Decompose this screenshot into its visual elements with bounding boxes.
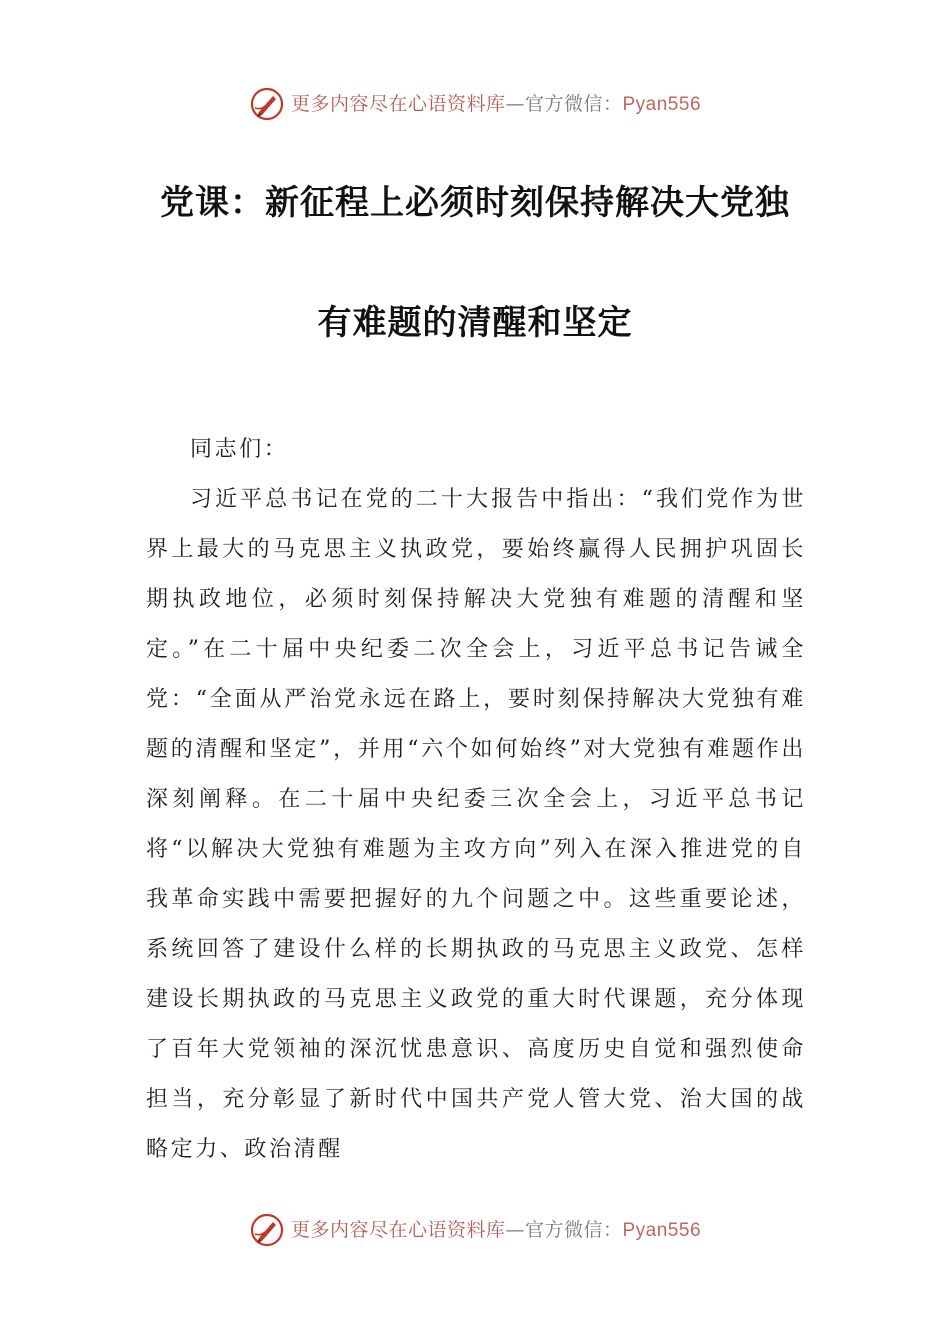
footer-banner xyxy=(0,1210,950,1250)
banner-text xyxy=(291,86,701,123)
header-banner xyxy=(0,84,950,124)
document-title-line-1: 党课：新征程上必须时刻保持解决大党独 xyxy=(160,183,790,223)
banner-wechat-label: 官方微信： xyxy=(524,1218,623,1241)
body-paragraph: 习近平总书记在党的二十大报告中指出：“我们党作为世界上最大的马克思主义执政党，要始终赢得人民拥护巩固长期执政地位，必须时刻保持解决大党独有难题的清醒和坚定。”在二十届中央纪委二次全会上，习近平总书记告诫全党：“全面从严治党永远在路上，要时刻保持解决大党独有难题的清醒和坚定”，并用“六个如何始终”对大党独有难题作出深刻阐释。在二十届中央纪委三次全会上，习近平总书记将“以解决大党独有难题为主攻方向”列入在深入推进党的自我革命实践中需要把握好的九个问题之中。这些重要论述，系统回答了建设什么样的长期执政的马克思主义政党、怎样建设长期执政的马克思主义政党的重大时代课题，充分体现了百年大党领袖的深沉忧患意识、高度历史自觉和强烈使命担当，充分彰显了新时代中国共产党人管大党、治大国的战略定力、政治清醒 xyxy=(146,487,806,1162)
pen-logo-icon xyxy=(249,86,285,122)
banner-wechat-label: 官方微信： xyxy=(524,92,623,115)
banner-wechat-id: Pyan556 xyxy=(622,1219,702,1241)
document-body xyxy=(146,425,806,1175)
document-title-line-2: 有难题的清醒和坚定 xyxy=(317,303,633,343)
banner-text xyxy=(291,1212,701,1249)
salutation: 同志们： xyxy=(190,437,289,462)
banner-wechat-id: Pyan556 xyxy=(622,93,702,115)
banner-separator: — xyxy=(505,1218,525,1241)
pen-logo-icon xyxy=(249,1212,285,1248)
banner-main-text: 更多内容尽在心语资料库 xyxy=(290,1218,506,1241)
banner-main-text: 更多内容尽在心语资料库 xyxy=(290,92,506,115)
banner-separator: — xyxy=(505,92,525,115)
